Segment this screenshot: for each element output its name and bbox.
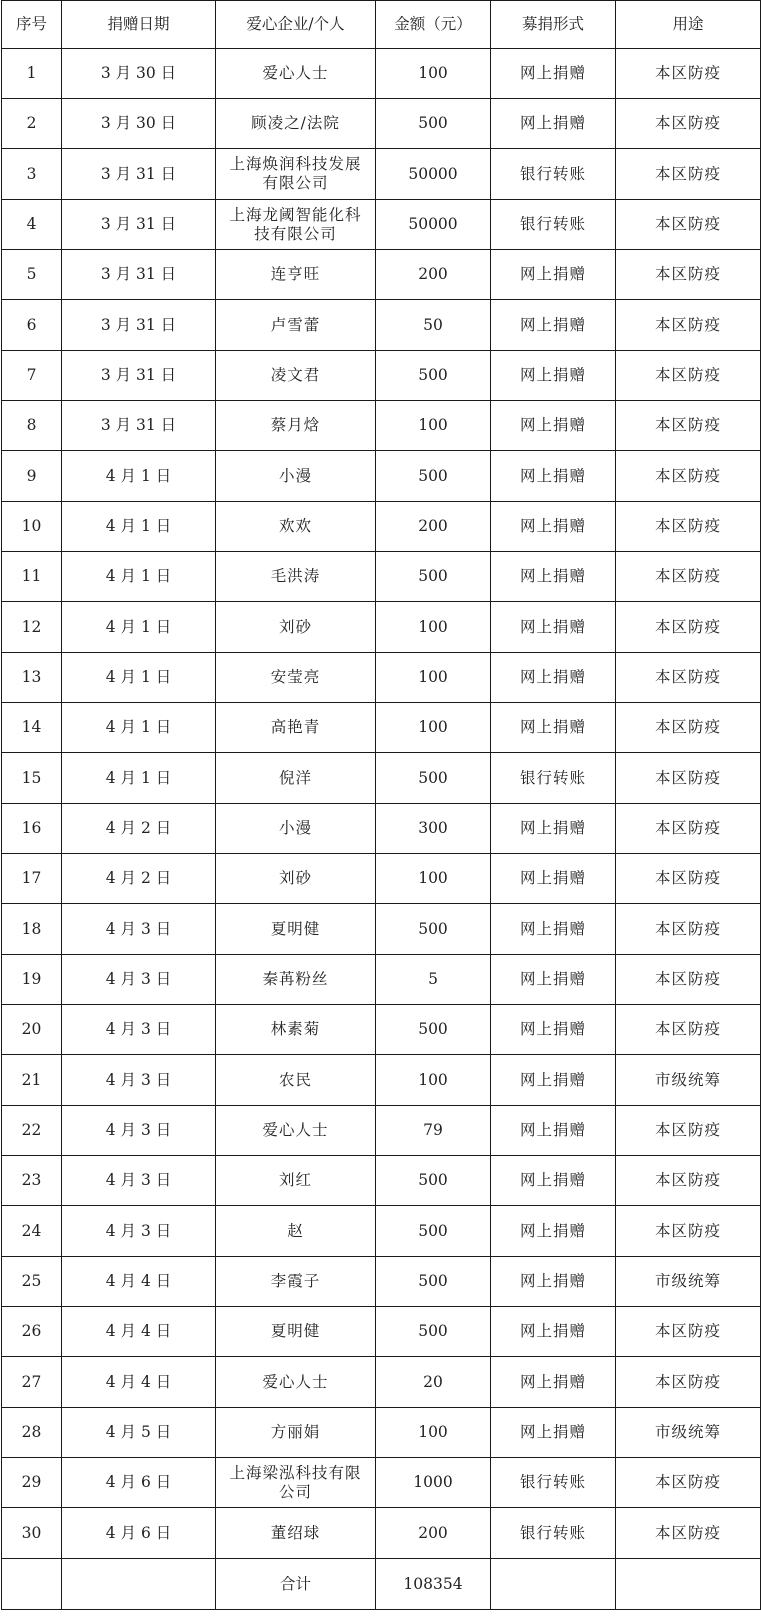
cell-use: 本区防疫: [616, 99, 761, 149]
cell-method: 网上捐赠: [491, 401, 616, 451]
cell-donor: [216, 1005, 376, 1055]
cell-amount: 1000: [376, 1458, 491, 1508]
cell-index: 25: [2, 1257, 62, 1307]
donor-name: 刘砂: [278, 617, 312, 636]
donor-name: 卢雪蕾: [270, 315, 321, 334]
cell-date: 4 月 1 日: [62, 502, 216, 552]
cell-amount: 50: [376, 300, 491, 351]
cell-donor: [216, 1408, 376, 1458]
cell-index: 10: [2, 502, 62, 552]
cell-date: 4 月 3 日: [62, 904, 216, 955]
cell-date: 4 月 1 日: [62, 653, 216, 703]
cell-use: 本区防疫: [616, 653, 761, 703]
donor-name: 小漫: [278, 466, 312, 485]
cell-index: 19: [2, 955, 62, 1005]
table-row: [2, 854, 761, 904]
table-body: [2, 49, 761, 1559]
cell-use: 本区防疫: [616, 1106, 761, 1156]
cell-use: 本区防疫: [616, 1508, 761, 1559]
table-row: [2, 1508, 761, 1559]
cell-date: 3 月 30 日: [62, 49, 216, 99]
cell-date: 3 月 31 日: [62, 200, 216, 250]
cell-index: 13: [2, 653, 62, 703]
header-row: [2, 1, 761, 49]
cell-index: 22: [2, 1106, 62, 1156]
table-row: [2, 1307, 761, 1357]
cell-use: 市级统筹: [616, 1408, 761, 1458]
cell-amount: 100: [376, 602, 491, 653]
cell-index: 18: [2, 904, 62, 955]
cell-donor: [216, 1206, 376, 1257]
cell-amount: 50000: [376, 149, 491, 200]
cell-donor: [216, 49, 376, 99]
cell-donor: [216, 1106, 376, 1156]
cell-index: 8: [2, 401, 62, 451]
cell-donor: [216, 351, 376, 401]
donor-name: 夏明健: [270, 1322, 321, 1340]
table-row: [2, 1458, 761, 1508]
table-row: [2, 351, 761, 401]
table-row: [2, 49, 761, 99]
cell-index: 16: [2, 804, 62, 854]
cell-date: 4 月 6 日: [62, 1508, 216, 1559]
cell-method: 网上捐赠: [491, 49, 616, 99]
donor-name: 李霞子: [270, 1272, 321, 1290]
table-row: [2, 653, 761, 703]
cell-date: 4 月 1 日: [62, 552, 216, 602]
cell-use: 本区防疫: [616, 351, 761, 401]
cell-amount: 500: [376, 552, 491, 602]
table-row: [2, 401, 761, 451]
cell-amount: 100: [376, 854, 491, 904]
cell-amount: 500: [376, 351, 491, 401]
cell-date: 3 月 31 日: [62, 149, 216, 200]
table-row: [2, 955, 761, 1005]
cell-donor: [216, 753, 376, 804]
cell-donor: [216, 1156, 376, 1206]
cell-date: 4 月 3 日: [62, 1156, 216, 1206]
donor-name: 连亨旺: [270, 265, 321, 283]
cell-method: 网上捐赠: [491, 904, 616, 955]
table-row: [2, 1206, 761, 1257]
donor-name: 夏明健: [270, 919, 321, 938]
cell-use: 本区防疫: [616, 904, 761, 955]
cell-amount: 20: [376, 1357, 491, 1408]
cell-date: 4 月 1 日: [62, 703, 216, 753]
cell-use: 市级统筹: [616, 1257, 761, 1307]
cell-use: 本区防疫: [616, 753, 761, 804]
cell-method: 银行转账: [491, 1458, 616, 1508]
cell-index: 5: [2, 250, 62, 300]
table-row: [2, 552, 761, 602]
cell-use: 本区防疫: [616, 451, 761, 502]
cell-use: 本区防疫: [616, 1357, 761, 1408]
cell-date: 3 月 31 日: [62, 351, 216, 401]
cell-index: 29: [2, 1458, 62, 1508]
cell-use: 本区防疫: [616, 955, 761, 1005]
table-row: [2, 1005, 761, 1055]
table-row: [2, 1055, 761, 1106]
cell-use: 本区防疫: [616, 1156, 761, 1206]
cell-date: 4 月 3 日: [62, 1106, 216, 1156]
cell-method: 网上捐赠: [491, 804, 616, 854]
cell-donor: [216, 804, 376, 854]
table-row: [2, 300, 761, 351]
cell-use: 本区防疫: [616, 804, 761, 854]
total-row: [2, 1559, 761, 1610]
header-date: 捐赠日期: [62, 1, 216, 49]
cell-use: 本区防疫: [616, 49, 761, 99]
cell-donor: [216, 854, 376, 904]
cell-use: 本区防疫: [616, 1458, 761, 1508]
cell-use: 本区防疫: [616, 1307, 761, 1357]
total-empty-cell: [62, 1559, 216, 1610]
cell-date: 4 月 1 日: [62, 602, 216, 653]
cell-amount: 100: [376, 1408, 491, 1458]
donor-name: 蔡月焓: [270, 416, 321, 434]
cell-use: 本区防疫: [616, 854, 761, 904]
cell-amount: 79: [376, 1106, 491, 1156]
donor-name: 刘红: [278, 1171, 312, 1189]
cell-amount: 200: [376, 1508, 491, 1559]
cell-use: 本区防疫: [616, 250, 761, 300]
cell-donor: [216, 1508, 376, 1559]
cell-amount: 500: [376, 753, 491, 804]
cell-amount: 100: [376, 653, 491, 703]
table-row: [2, 804, 761, 854]
table-row: [2, 99, 761, 149]
cell-index: 24: [2, 1206, 62, 1257]
cell-date: 4 月 4 日: [62, 1357, 216, 1408]
cell-use: 本区防疫: [616, 502, 761, 552]
cell-amount: 50000: [376, 200, 491, 250]
table-row: [2, 703, 761, 753]
cell-index: 7: [2, 351, 62, 401]
donor-name: 欢欢: [278, 517, 312, 535]
cell-use: 本区防疫: [616, 300, 761, 351]
cell-index: 12: [2, 602, 62, 653]
cell-method: 银行转账: [491, 149, 616, 200]
cell-method: 网上捐赠: [491, 1055, 616, 1106]
header-method: 募捐形式: [491, 1, 616, 49]
cell-date: 3 月 31 日: [62, 250, 216, 300]
cell-index: 6: [2, 300, 62, 351]
cell-index: 2: [2, 99, 62, 149]
donor-name: 上海梁泓科技有限公司: [229, 1463, 362, 1501]
cell-amount: 500: [376, 1307, 491, 1357]
cell-amount: 500: [376, 99, 491, 149]
cell-date: 4 月 5 日: [62, 1408, 216, 1458]
cell-donor: [216, 1458, 376, 1508]
cell-use: 本区防疫: [616, 1206, 761, 1257]
table-row: [2, 1257, 761, 1307]
cell-amount: 500: [376, 1257, 491, 1307]
cell-index: 30: [2, 1508, 62, 1559]
cell-use: 本区防疫: [616, 401, 761, 451]
table-row: [2, 1408, 761, 1458]
cell-index: 27: [2, 1357, 62, 1408]
cell-use: 本区防疫: [616, 200, 761, 250]
cell-amount: 500: [376, 451, 491, 502]
cell-amount: 500: [376, 1156, 491, 1206]
donor-name: 顾凌之/法院: [251, 114, 340, 132]
donor-name: 安莹亮: [270, 668, 321, 686]
donor-name: 爱心人士: [262, 64, 329, 82]
cell-method: 网上捐赠: [491, 703, 616, 753]
cell-method: 网上捐赠: [491, 1156, 616, 1206]
donor-name: 上海龙阈智能化科技有限公司: [229, 205, 362, 243]
cell-amount: 100: [376, 703, 491, 753]
cell-method: 网上捐赠: [491, 1206, 616, 1257]
donor-name: 凌文君: [270, 366, 321, 384]
header-use: 用途: [616, 1, 761, 49]
total-empty-cell: [616, 1559, 761, 1610]
header-donor: 爱心企业/个人: [216, 1, 376, 49]
cell-donor: [216, 904, 376, 955]
cell-amount: 200: [376, 250, 491, 300]
cell-method: 网上捐赠: [491, 1408, 616, 1458]
cell-index: 21: [2, 1055, 62, 1106]
donor-name: 农民: [278, 1070, 312, 1089]
table-row: [2, 753, 761, 804]
donor-name: 刘砂: [278, 869, 312, 887]
cell-use: 市级统筹: [616, 1055, 761, 1106]
cell-method: 网上捐赠: [491, 250, 616, 300]
table-row: [2, 904, 761, 955]
cell-amount: 500: [376, 904, 491, 955]
cell-method: 网上捐赠: [491, 300, 616, 351]
cell-method: 银行转账: [491, 1508, 616, 1559]
table-row: [2, 1357, 761, 1408]
header-amount: 金额（元）: [376, 1, 491, 49]
cell-method: 网上捐赠: [491, 1106, 616, 1156]
donor-name: 董绍球: [270, 1523, 321, 1542]
donor-name: 上海焕润科技发展有限公司: [229, 155, 362, 192]
cell-donor: [216, 1257, 376, 1307]
table-row: [2, 451, 761, 502]
cell-date: 4 月 1 日: [62, 451, 216, 502]
cell-donor: [216, 552, 376, 602]
cell-donor: [216, 401, 376, 451]
cell-method: 网上捐赠: [491, 552, 616, 602]
cell-index: 1: [2, 49, 62, 99]
cell-method: 网上捐赠: [491, 99, 616, 149]
cell-donor: [216, 955, 376, 1005]
cell-date: 4 月 4 日: [62, 1307, 216, 1357]
total-label: 合计: [216, 1559, 376, 1610]
cell-donor: [216, 1307, 376, 1357]
cell-method: 网上捐赠: [491, 653, 616, 703]
donor-name: 林素菊: [270, 1020, 321, 1038]
donor-name: 秦苒粉丝: [262, 970, 329, 988]
cell-donor: [216, 149, 376, 200]
total-empty-cell: [2, 1559, 62, 1610]
cell-date: 4 月 3 日: [62, 1055, 216, 1106]
table-row: [2, 1156, 761, 1206]
cell-date: 3 月 30 日: [62, 99, 216, 149]
cell-donor: [216, 653, 376, 703]
cell-index: 9: [2, 451, 62, 502]
cell-method: 网上捐赠: [491, 602, 616, 653]
cell-donor: [216, 502, 376, 552]
table-row: [2, 250, 761, 300]
cell-index: 20: [2, 1005, 62, 1055]
cell-date: 4 月 1 日: [62, 753, 216, 804]
donor-name: 高艳青: [270, 718, 321, 736]
cell-method: 银行转账: [491, 200, 616, 250]
donor-name: 方丽娟: [270, 1423, 321, 1441]
cell-date: 4 月 2 日: [62, 854, 216, 904]
cell-method: 网上捐赠: [491, 1307, 616, 1357]
donor-name: 小漫: [278, 819, 312, 837]
header-index: 序号: [2, 1, 62, 49]
cell-method: 网上捐赠: [491, 502, 616, 552]
donor-name: 毛洪涛: [270, 567, 321, 585]
cell-method: 网上捐赠: [491, 854, 616, 904]
cell-method: 网上捐赠: [491, 351, 616, 401]
cell-use: 本区防疫: [616, 602, 761, 653]
table-row: [2, 149, 761, 200]
cell-index: 4: [2, 200, 62, 250]
table-row: [2, 1106, 761, 1156]
cell-method: 网上捐赠: [491, 1005, 616, 1055]
cell-amount: 300: [376, 804, 491, 854]
table-footer: [2, 1559, 761, 1610]
total-empty-cell: [491, 1559, 616, 1610]
donor-name: 爱心人士: [262, 1372, 329, 1391]
cell-donor: [216, 99, 376, 149]
cell-method: 网上捐赠: [491, 1257, 616, 1307]
cell-method: 银行转账: [491, 753, 616, 804]
donor-name: 赵: [287, 1221, 304, 1240]
donor-name: 倪洋: [278, 768, 312, 787]
cell-amount: 100: [376, 1055, 491, 1106]
cell-index: 28: [2, 1408, 62, 1458]
cell-date: 4 月 2 日: [62, 804, 216, 854]
cell-donor: [216, 200, 376, 250]
cell-donor: [216, 703, 376, 753]
cell-date: 4 月 3 日: [62, 955, 216, 1005]
cell-index: 23: [2, 1156, 62, 1206]
cell-donor: [216, 250, 376, 300]
cell-donor: [216, 451, 376, 502]
table-header: [2, 1, 761, 49]
cell-use: 本区防疫: [616, 703, 761, 753]
table-row: [2, 602, 761, 653]
cell-amount: 500: [376, 1005, 491, 1055]
cell-donor: [216, 1357, 376, 1408]
cell-method: 网上捐赠: [491, 451, 616, 502]
cell-donor: [216, 1055, 376, 1106]
table-row: [2, 200, 761, 250]
cell-index: 17: [2, 854, 62, 904]
cell-use: 本区防疫: [616, 1005, 761, 1055]
cell-donor: [216, 300, 376, 351]
cell-method: 网上捐赠: [491, 1357, 616, 1408]
table-row: [2, 502, 761, 552]
cell-amount: 100: [376, 401, 491, 451]
cell-date: 4 月 3 日: [62, 1005, 216, 1055]
cell-date: 3 月 31 日: [62, 300, 216, 351]
cell-date: 4 月 4 日: [62, 1257, 216, 1307]
cell-method: 网上捐赠: [491, 955, 616, 1005]
cell-date: 4 月 6 日: [62, 1458, 216, 1508]
cell-use: 本区防疫: [616, 149, 761, 200]
cell-index: 11: [2, 552, 62, 602]
donation-table: [1, 0, 761, 1610]
cell-index: 26: [2, 1307, 62, 1357]
cell-amount: 500: [376, 1206, 491, 1257]
cell-amount: 100: [376, 49, 491, 99]
cell-use: 本区防疫: [616, 552, 761, 602]
cell-amount: 200: [376, 502, 491, 552]
donor-name: 爱心人士: [262, 1121, 329, 1139]
cell-date: 4 月 3 日: [62, 1206, 216, 1257]
cell-amount: 5: [376, 955, 491, 1005]
cell-donor: [216, 602, 376, 653]
cell-date: 3 月 31 日: [62, 401, 216, 451]
cell-index: 15: [2, 753, 62, 804]
cell-index: 3: [2, 149, 62, 200]
total-amount: 108354: [376, 1559, 491, 1610]
cell-index: 14: [2, 703, 62, 753]
